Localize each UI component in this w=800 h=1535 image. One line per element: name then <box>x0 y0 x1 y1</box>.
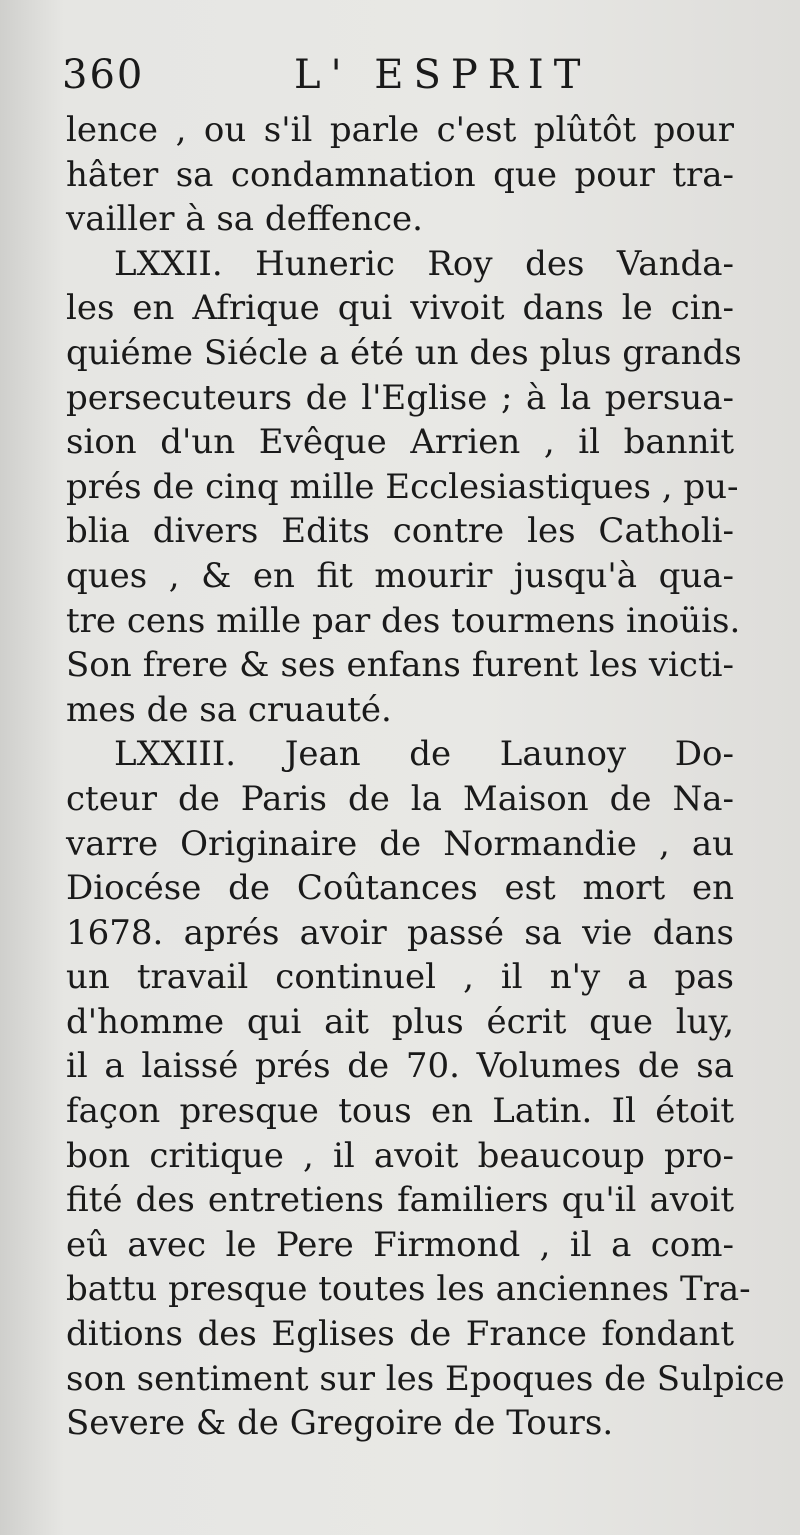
text-line: 1678. aprés avoir passé sa vie dans <box>66 912 734 953</box>
text-line: fité des entretiens familiers qu'il avoit <box>66 1180 734 1221</box>
running-title: L' ESPRIT <box>294 52 591 98</box>
text-line: mes de sa cruauté. <box>66 689 392 730</box>
text-line: les en Afrique qui vivoit dans le cin- <box>66 288 734 329</box>
text-line: façon presque tous en Latin. Il étoit <box>66 1091 734 1132</box>
page-header <box>62 52 722 112</box>
text-line: un travail continuel , il n'y a pas <box>66 957 734 998</box>
text-line: lence , ou s'il parle c'est plûtôt pour <box>66 110 734 150</box>
page-number: 360 <box>62 52 145 98</box>
text-line: il a laissé prés de 70. Volumes de sa <box>66 1046 734 1087</box>
text-line: ditions des Eglises de France fondant <box>66 1314 734 1355</box>
text-line: vailler à sa deffence. <box>66 199 423 240</box>
text-line: d'homme qui ait plus écrit que luy, <box>66 1001 734 1042</box>
text-line: cteur de Paris de la Maison de Na- <box>66 778 734 819</box>
text-line: ques , & en fit mourir jusqu'à qua- <box>66 555 734 596</box>
text-line: prés de cinq mille Ecclesiastiques , pu- <box>66 466 739 507</box>
text-line: Severe & de Gregoire de Tours. <box>66 1403 614 1444</box>
text-line: hâter sa condamnation que pour tra- <box>66 154 734 195</box>
text-line: Diocése de Coûtances est mort en <box>66 868 734 909</box>
text-line: blia divers Edits contre les Catholi- <box>66 511 734 552</box>
paragraph-start-line: LXXII. Huneric Roy des Vanda- <box>114 243 734 284</box>
text-line: varre Originaire de Normandie , au <box>66 823 734 864</box>
text-line: son sentiment sur les Epoques de Sulpice <box>66 1358 785 1399</box>
text-line: bon critique , il avoit beaucoup pro- <box>66 1135 734 1176</box>
text-line: battu presque toutes les anciennes Tra- <box>66 1269 751 1310</box>
paragraph-start-line: LXXIII. Jean de Launoy Do- <box>114 734 734 775</box>
text-line: sion d'un Evêque Arrien , il bannit <box>66 422 734 463</box>
text-line: persecuteurs de l'Eglise ; à la persua- <box>66 377 734 418</box>
text-line: eû avec le Pere Firmond , il a com- <box>66 1224 734 1265</box>
text-line: Son frere & ses enfans furent les victi- <box>66 645 734 686</box>
body-text <box>66 108 785 1446</box>
text-line: quiéme Siécle a été un des plus grands <box>66 332 742 373</box>
text-line: tre cens mille par des tourmens inoüis. <box>66 600 741 641</box>
